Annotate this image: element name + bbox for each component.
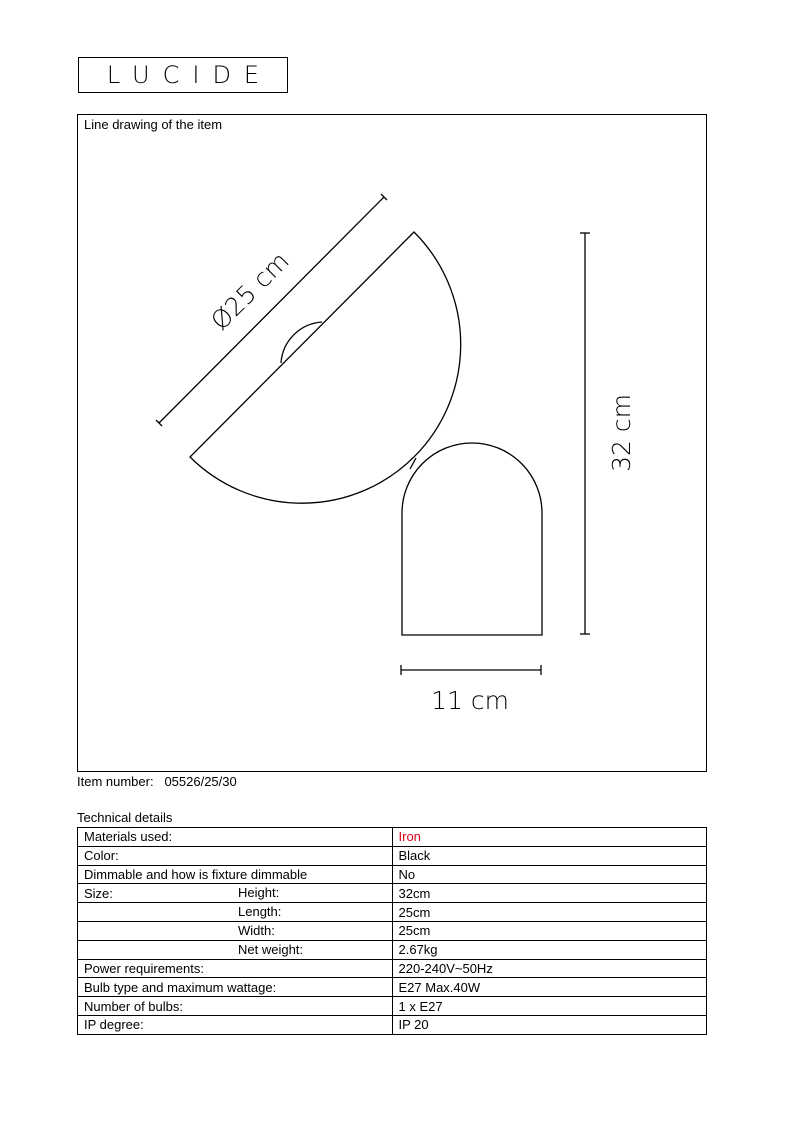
row-label: IP degree: <box>78 1015 393 1034</box>
table-row <box>78 903 707 922</box>
brand-logo <box>78 57 288 93</box>
bulb-dome <box>281 322 322 363</box>
row-value: 25cm <box>392 921 707 940</box>
row-value: No <box>392 865 707 884</box>
technical-details-table <box>77 827 707 1035</box>
table-row <box>78 978 707 997</box>
table-row <box>78 865 707 884</box>
row-label: Size: Height: <box>78 884 393 903</box>
table-row <box>78 884 707 903</box>
line-drawing-panel <box>77 114 707 772</box>
row-value: IP 20 <box>392 1015 707 1034</box>
item-number <box>77 774 237 789</box>
row-label: Power requirements: <box>78 959 393 978</box>
row-label: Net weight: <box>78 940 393 959</box>
technical-details-heading: Technical details <box>77 810 173 825</box>
item-number-value: 05526/25/30 <box>164 774 237 789</box>
item-number-label: Item number: <box>77 774 154 789</box>
table-row <box>78 846 707 865</box>
row-label: Materials used: <box>78 828 393 847</box>
logo-text: LUCIDE <box>106 61 273 89</box>
diameter-label: Ø25 cm <box>205 246 295 336</box>
lamp-line-drawing <box>78 115 708 773</box>
table-row <box>78 997 707 1016</box>
row-value: E27 Max.40W <box>392 978 707 997</box>
table-row <box>78 959 707 978</box>
row-label: Number of bulbs: <box>78 997 393 1016</box>
row-value: 32cm <box>392 884 707 903</box>
table-row <box>78 921 707 940</box>
row-value: 1 x E27 <box>392 997 707 1016</box>
drawing-caption: Line drawing of the item <box>84 117 223 132</box>
diameter-dim-line <box>159 197 384 423</box>
base-outline <box>402 443 542 635</box>
row-value: 25cm <box>392 903 707 922</box>
row-label: Color: <box>78 846 393 865</box>
row-value: Iron <box>392 828 707 847</box>
height-label: 32 cm <box>607 394 636 472</box>
table-row <box>78 828 707 847</box>
row-label: Dimmable and how is fixture dimmable <box>78 865 393 884</box>
shade-outline <box>190 232 461 503</box>
row-label: Length: <box>78 903 393 922</box>
row-value: 220-240V~50Hz <box>392 959 707 978</box>
row-label: Width: <box>78 921 393 940</box>
row-label: Bulb type and maximum wattage: <box>78 978 393 997</box>
width-label: 11 cm <box>431 686 509 715</box>
row-value: Black <box>392 846 707 865</box>
row-value: 2.67kg <box>392 940 707 959</box>
table-row <box>78 1015 707 1034</box>
table-row <box>78 940 707 959</box>
